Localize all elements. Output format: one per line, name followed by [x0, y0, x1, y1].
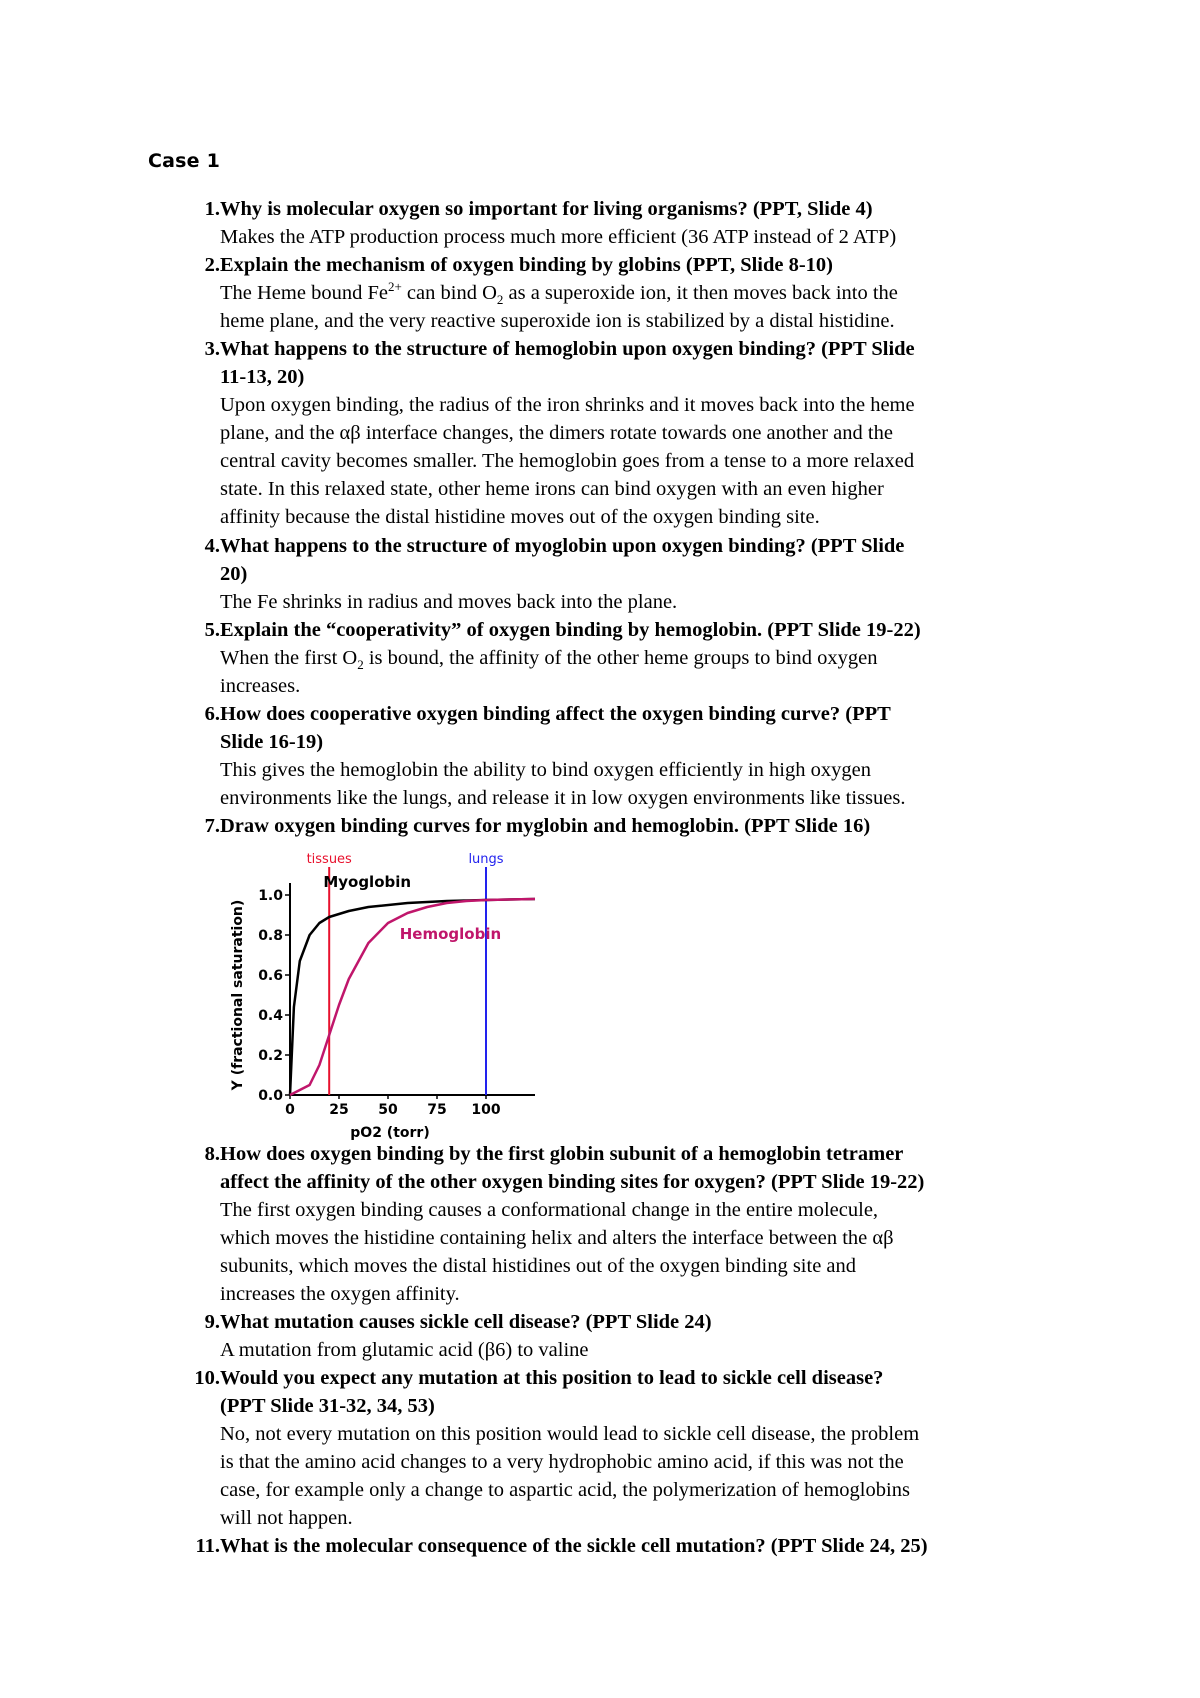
- answer-text: central cavity becomes smaller. The hemoglobin goes from a tense to a more relaxed: [220, 450, 915, 472]
- answer-text: subunits, which moves the distal histidines out of the oxygen binding site and: [220, 1255, 857, 1277]
- question-number: 4.: [204, 535, 220, 557]
- x-tick-label: 25: [329, 1102, 349, 1118]
- answer-text: The Fe shrinks in radius and moves back into the plane.: [220, 591, 678, 613]
- answer-text: which moves the histidine containing helix and alters the interface between the αβ: [220, 1227, 894, 1249]
- question-text: 20): [220, 563, 248, 585]
- answer-text: Makes the ATP production process much more efficient (36 ATP instead of 2 ATP): [220, 226, 897, 248]
- answer-text: The Heme bound $Fe^{2+}$ can bind $O_2$ as a superoxide ion, it then moves back into the: [220, 279, 898, 308]
- answer-text: Upon oxygen binding, the radius of the iron shrinks and it moves back into the heme: [220, 394, 915, 416]
- y-tick-label: 0.0: [258, 1088, 283, 1104]
- question-text: What is the molecular consequence of the sickle cell mutation? (PPT Slide 24, 25): [220, 1535, 928, 1557]
- question-number: 2.: [204, 254, 220, 276]
- y-tick-label: 0.4: [258, 1008, 283, 1024]
- y-tick-label: 0.8: [258, 928, 283, 944]
- answer-text: plane, and the αβ interface changes, the dimers rotate towards one another and the: [220, 422, 893, 444]
- y-tick-label: 1.0: [258, 888, 283, 904]
- answer-text: affinity because the distal histidine moves out of the oxygen binding site.: [220, 506, 820, 528]
- x-tick-label: 75: [427, 1102, 447, 1118]
- answer-text: state. In this relaxed state, other heme irons can bind oxygen with an even higher: [220, 478, 884, 500]
- question-number: 9.: [204, 1311, 220, 1333]
- question-number: 11.: [195, 1535, 220, 1557]
- x-tick-label: 50: [378, 1102, 398, 1118]
- answer-text: increases.: [220, 675, 301, 697]
- question-number: 1.: [204, 198, 220, 220]
- answer-text: is that the amino acid changes to a very hydrophobic amino acid, if this was not the: [220, 1451, 904, 1473]
- answer-text: This gives the hemoglobin the ability to bind oxygen efficiently in high oxygen: [220, 759, 871, 781]
- answer-text: increases the oxygen affinity.: [220, 1283, 460, 1305]
- question-number: 5.: [204, 619, 220, 641]
- x-tick-label: 0: [285, 1102, 295, 1118]
- y-tick-label: 0.6: [258, 968, 283, 984]
- x-axis-label: pO2 (torr): [350, 1125, 430, 1141]
- question-number: 3.: [204, 338, 220, 360]
- question-number: 6.: [204, 703, 220, 725]
- answer-text: The first oxygen binding causes a conformational change in the entire molecule,: [220, 1199, 879, 1221]
- question-number: 8.: [204, 1143, 220, 1165]
- question-text: Explain the “cooperativity” of oxygen binding by hemoglobin. (PPT Slide 19-22): [220, 619, 921, 641]
- y-axis-label: Y (fractional saturation): [230, 899, 246, 1091]
- question-text: 11-13, 20): [220, 366, 305, 388]
- question-text: (PPT Slide 31-32, 34, 53): [220, 1395, 435, 1417]
- answer-text: heme plane, and the very reactive superoxide ion is stabilized by a distal histidine.: [220, 310, 895, 332]
- question-text: What happens to the structure of hemoglobin upon oxygen binding? (PPT Slide: [220, 338, 915, 360]
- question-text: Explain the mechanism of oxygen binding by globins (PPT, Slide 8-10): [220, 254, 834, 276]
- series-label: Hemoglobin: [399, 925, 502, 943]
- question-number: 7.: [204, 815, 220, 837]
- question-text: affect the affinity of the other oxygen binding sites for oxygen? (PPT Slide 19-22): [220, 1171, 925, 1193]
- answer-text: will not happen.: [220, 1507, 353, 1529]
- answer-text: case, for example only a change to aspartic acid, the polymerization of hemoglobins: [220, 1479, 910, 1501]
- answer-text: environments like the lungs, and release it in low oxygen environments like tissues.: [220, 787, 906, 809]
- answer-text: A mutation from glutamic acid (β6) to valine: [220, 1339, 589, 1361]
- question-number: 10.: [194, 1367, 220, 1389]
- reference-label-lungs: lungs: [468, 852, 504, 867]
- case-title: Case 1: [148, 150, 220, 172]
- question-text: Would you expect any mutation at this position to lead to sickle cell disease?: [220, 1367, 884, 1389]
- question-text: Slide 16-19): [220, 731, 324, 753]
- answer-text: When the first $O_2$ is bound, the affinity of the other heme groups to bind oxygen: [220, 647, 878, 673]
- y-tick-label: 0.2: [258, 1048, 283, 1064]
- reference-label-tissues: tissues: [306, 852, 352, 867]
- answer-text: No, not every mutation on this position would lead to sickle cell disease, the problem: [220, 1423, 920, 1445]
- x-tick-label: 100: [471, 1102, 501, 1118]
- question-text: Draw oxygen binding curves for myglobin and hemoglobin. (PPT Slide 16): [220, 815, 871, 837]
- oxygen-binding-chart: [230, 850, 540, 1150]
- series-label: Myoglobin: [323, 873, 412, 891]
- question-text: How does oxygen binding by the first globin subunit of a hemoglobin tetramer: [220, 1143, 904, 1165]
- question-text: How does cooperative oxygen binding affect the oxygen binding curve? (PPT: [220, 703, 891, 725]
- question-text: Why is molecular oxygen so important for living organisms? (PPT, Slide 4): [220, 198, 873, 220]
- question-text: What mutation causes sickle cell disease? (PPT Slide 24): [220, 1311, 712, 1333]
- question-text: What happens to the structure of myoglobin upon oxygen binding? (PPT Slide: [220, 535, 905, 557]
